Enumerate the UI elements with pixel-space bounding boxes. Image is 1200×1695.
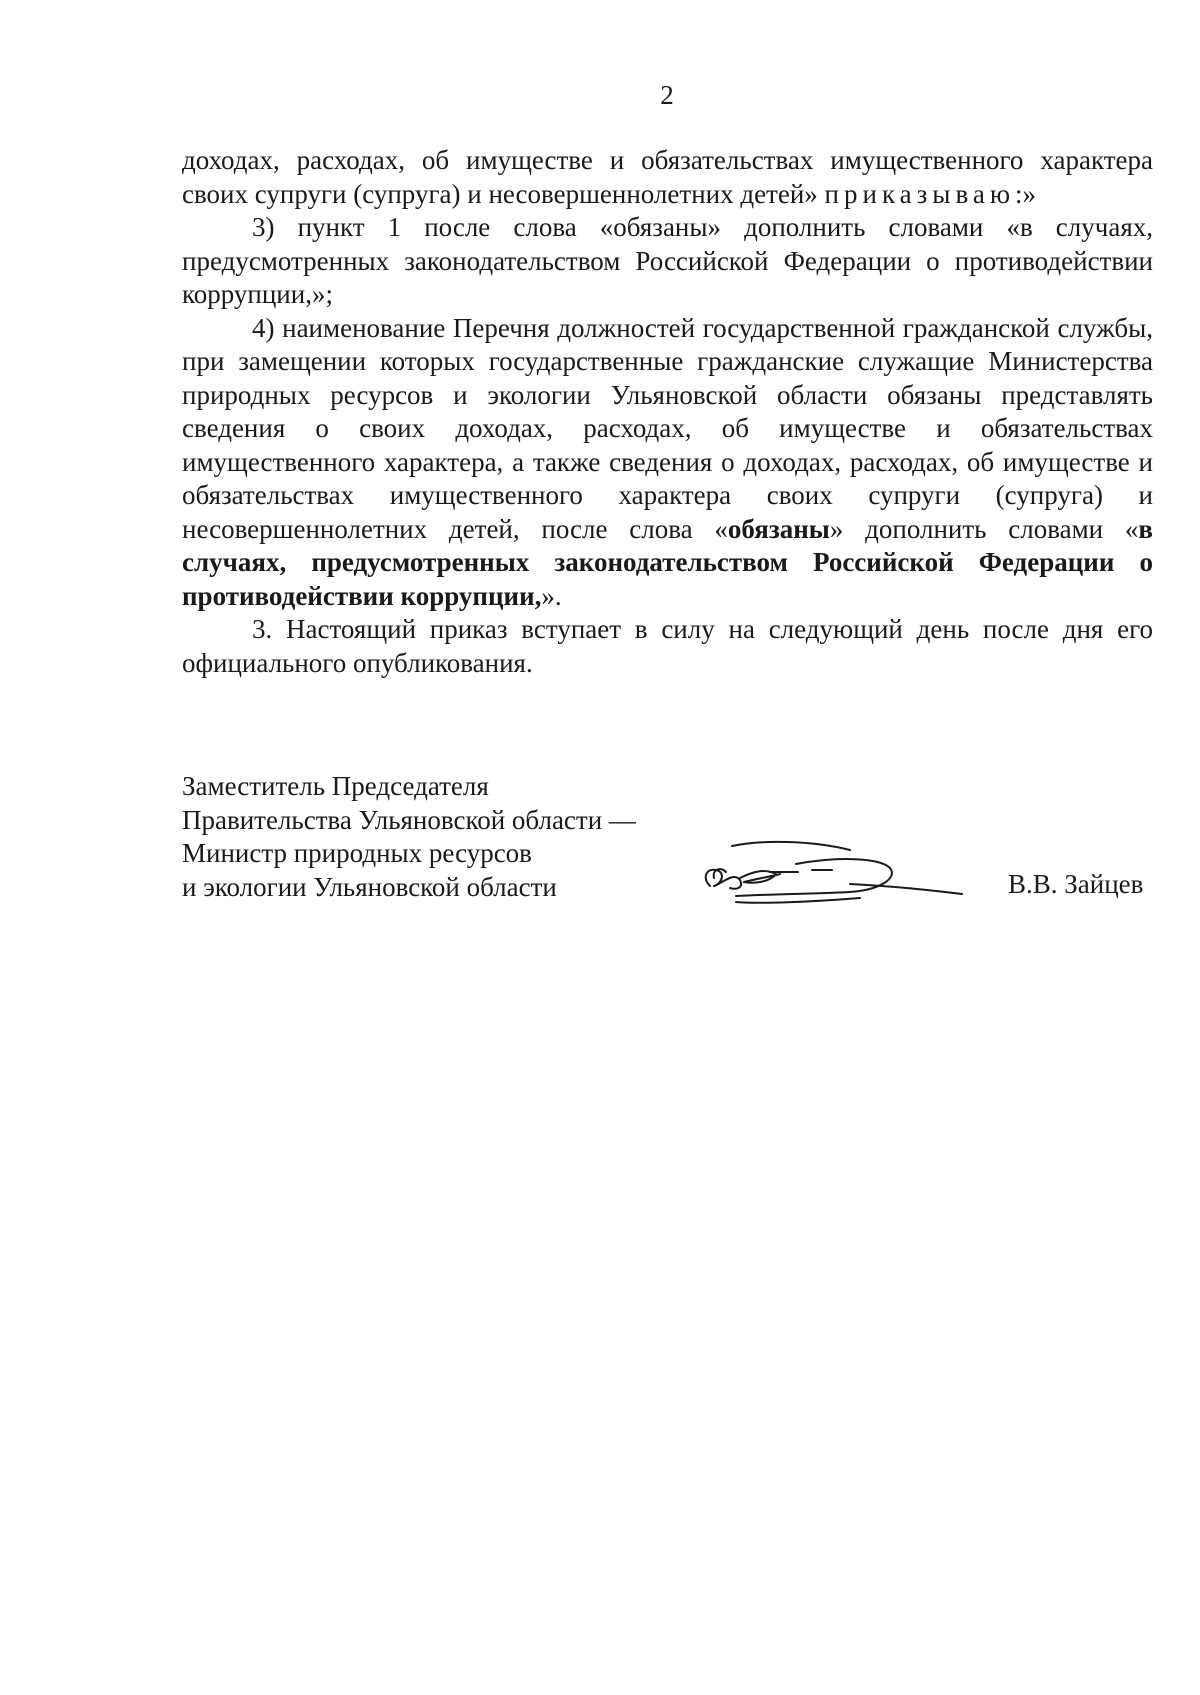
paragraph-text: ». bbox=[541, 580, 562, 611]
bold-text: обязаны bbox=[727, 513, 830, 544]
bold-text: в случаях, предусмотренных законодательством Российской Федерации о противодействии коррупции, bbox=[182, 513, 1153, 611]
signatory-name: В.В. Зайцев bbox=[1008, 869, 1144, 899]
handwritten-signature bbox=[700, 838, 970, 918]
signatory-title-line: Министр природных ресурсов bbox=[182, 838, 532, 868]
paragraph-text: доходах, расходах, об имуществе и обязательствах имущественного характера своих супруги (супруга) и несовершеннолетних детей» bbox=[182, 145, 1153, 209]
paragraph-continuation bbox=[182, 144, 1153, 211]
paragraph-text: » дополнить словами « bbox=[829, 513, 1139, 544]
signatory-title bbox=[182, 770, 702, 904]
paragraph-item-4 bbox=[182, 312, 1153, 614]
paragraph-text: :» bbox=[1015, 178, 1037, 209]
paragraph-effective-date: 3. Настоящий приказ вступает в силу на следующий день после дня его официального опубликования. bbox=[182, 614, 1153, 678]
document-body bbox=[182, 144, 1153, 680]
signatory-title-line: Заместитель Председателя bbox=[182, 771, 489, 801]
signatory-title-line: и экологии Ульяновской области bbox=[182, 871, 557, 902]
page-number: 2 bbox=[660, 80, 674, 110]
paragraph-text: 4) наименование Перечня должностей государственной гражданской службы, при замещении которых государственные гражданские служащие Министерства природных ресурсов и экологии Ульяновской области обязаны представлять сведения о своих доходах, расходах, об имуществе и обязательствах имущественного характера, а также сведения о доходах, расходах, об имуществе и обязательствах имущественного характера своих супруги (супруга) и несовершеннолетних детей, после слова « bbox=[182, 312, 1153, 544]
spaced-word: приказываю bbox=[824, 178, 1015, 209]
signatory-title-line: Правительства Ульяновской области — bbox=[182, 804, 636, 835]
paragraph-item-3: 3) пункт 1 после слова «обязаны» дополнить словами «в случаях, предусмотренных законодательством Российской Федерации о противодействии коррупции,»; bbox=[182, 212, 1153, 309]
